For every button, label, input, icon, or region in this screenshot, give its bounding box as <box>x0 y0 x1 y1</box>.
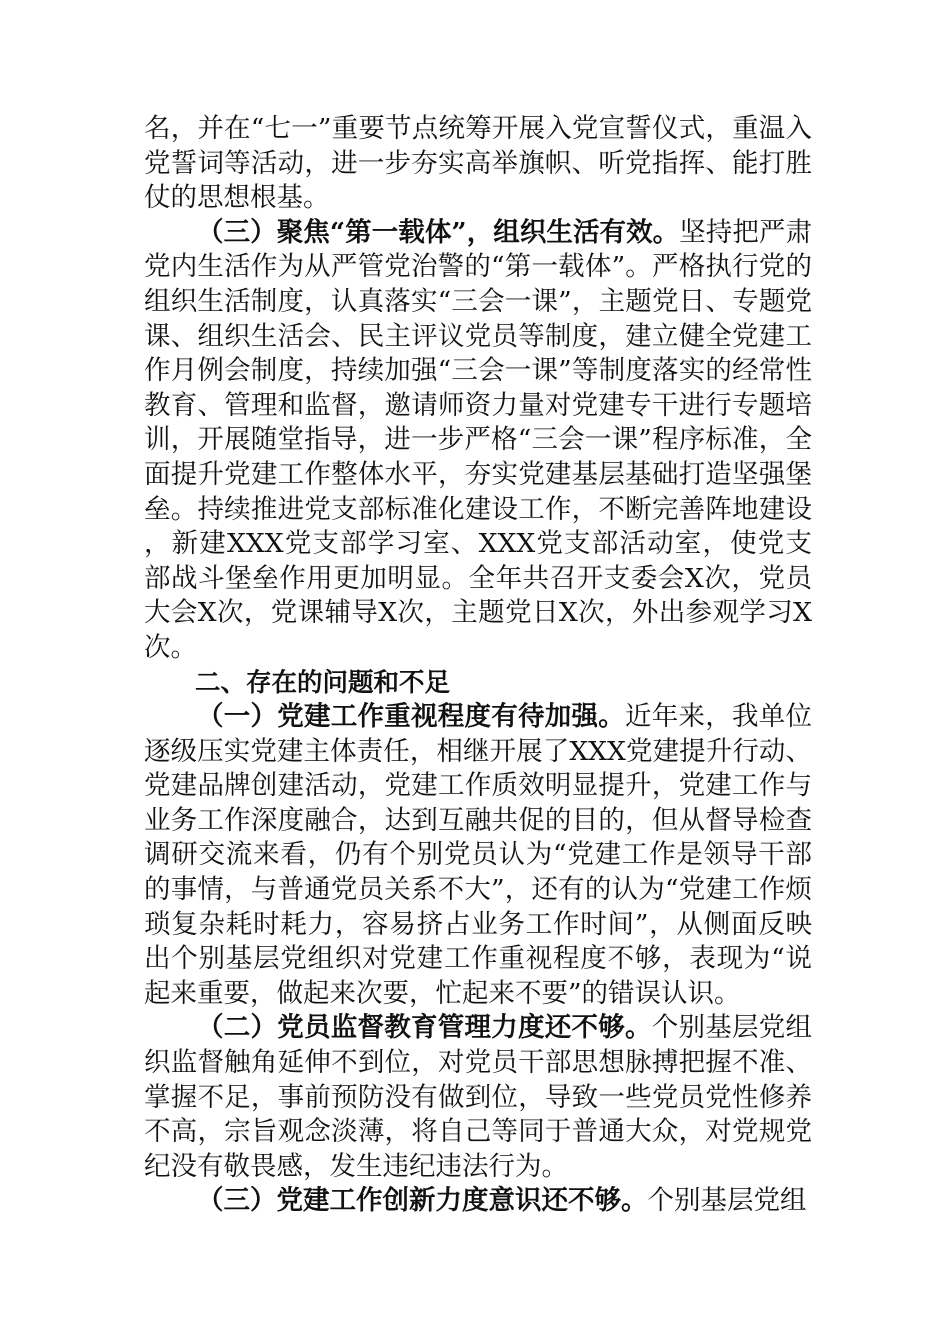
paragraph-text: 名，并在“七一”重要节点统筹开展入党宣誓仪式，重温入党誓词等活动，进一步夯实高举旗帜、听党指挥、能打胜仗的思想根基。 <box>144 113 812 214</box>
paragraph-problem-2 <box>144 1011 812 1184</box>
paragraph-problem-3 <box>144 1184 812 1219</box>
paragraph-lead: （一）党建工作重视程度有待加强。 <box>197 701 625 733</box>
paragraph-continuation <box>144 112 812 216</box>
paragraph-text: 坚持把严肃党内生活作为从严管党治警的“第一载体”。严格执行党的组织生活制度，认真落实“三会一课”，主题党日、专题党课、组织生活会、民主评议党员等制度，建立健全党建工作月例会制度，持续加强“三会一课”等制度落实的经常性教育、管理和监督，邀请师资力量对党建专干进行专题培训，开展随堂指导，进一步严格“三会一课”程序标准，全面提升党建工作整体水平，夯实党建基层基础打造坚强堡垒。持续推进党支部标准化建设工作，不断完善阵地建设，新建XXX党支部学习室、XXX党支部活动室，使党支部战斗堡垒作用更加明显。全年共召开支委会X次，党员大会X次，党课辅导X次，主题党日X次，外出参观学习X次。 <box>144 216 812 663</box>
document-body <box>144 112 812 1219</box>
paragraph-lead: （二）党员监督教育管理力度还不够。 <box>197 1012 652 1044</box>
paragraph-text: 近年来，我单位逐级压实党建主体责任，相继开展了XXX党建提升行动、党建品牌创建活动，党建工作质效明显提升，党建工作与业务工作深度融合，达到互融共促的目的，但从督导检查调研交流来看，仍有个别党员认为“党建工作是领导干部的事情，与普通党员关系不大”，还有的认为“党建工作烦琐复杂耗时耗力，容易挤占业务工作时间”，从侧面反映出个别基层党组织对党建工作重视程度不够，表现为“说起来重要，做起来次要，忙起来不要”的错误认识。 <box>144 701 812 1009</box>
paragraph-lead: （三）党建工作创新力度意识还不够。 <box>197 1185 648 1217</box>
paragraph-problem-1 <box>144 700 812 1011</box>
paragraph-organization-life <box>144 216 812 666</box>
section-heading-problems: 二、存在的问题和不足 <box>195 667 451 698</box>
paragraph-text: 个别基层党组织监督触角延伸不到位，对党员干部思想脉搏把握不准、掌握不足，事前预防没有做到位，导致一些党员党性修养不高，宗旨观念淡薄，将自己等同于普通大众，对党规党纪没有敬畏感，发生违纪违法行为。 <box>144 1012 812 1182</box>
paragraph-text: 个别基层党组 <box>647 1185 807 1217</box>
paragraph-lead: （三）聚焦“第一载体”，组织生活有效。 <box>197 216 680 248</box>
